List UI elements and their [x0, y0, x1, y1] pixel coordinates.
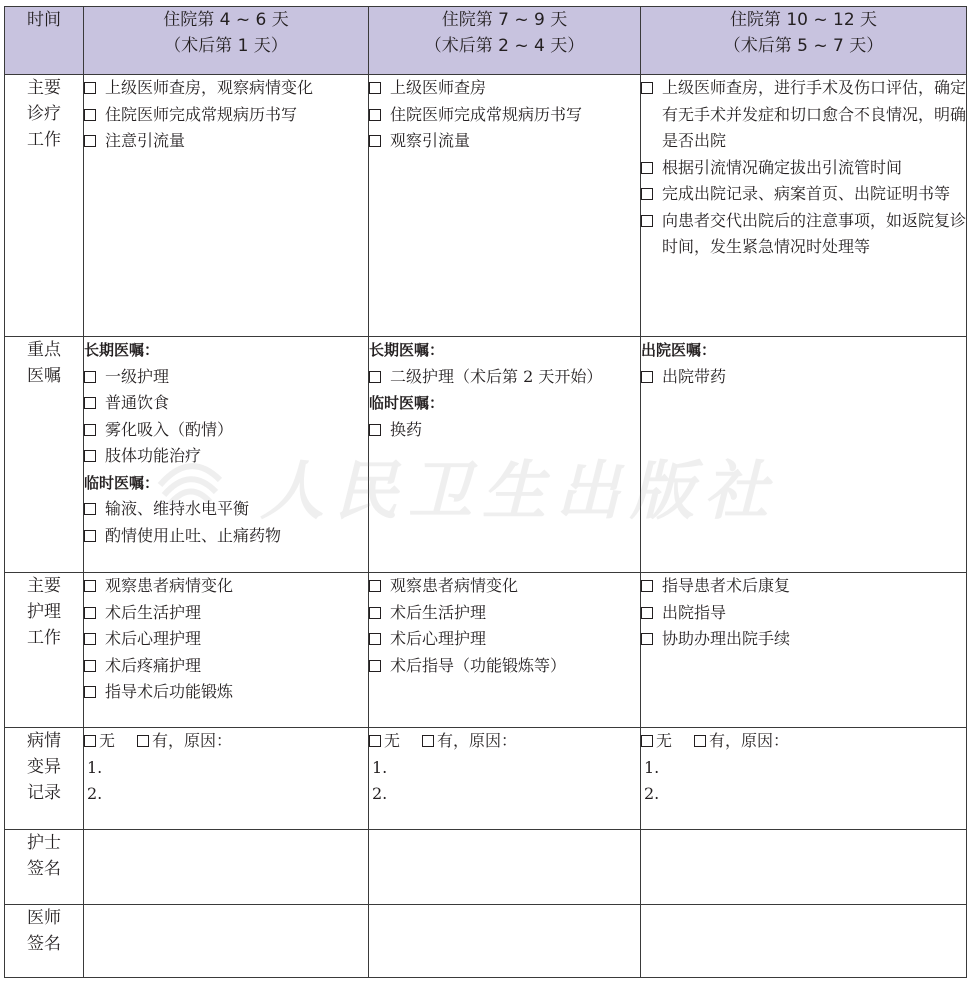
checkbox-icon[interactable] — [84, 450, 96, 462]
checkbox-icon[interactable] — [137, 735, 149, 747]
checkbox-icon[interactable] — [84, 660, 96, 672]
reason-line-1[interactable]: 1. — [372, 757, 388, 777]
checkbox-icon[interactable] — [369, 633, 381, 645]
checkbox-icon[interactable] — [641, 188, 653, 200]
publisher-watermark: 人民卫生出版社 — [260, 454, 778, 529]
clinical-pathway-table — [4, 6, 967, 978]
checklist-item[interactable]: 一级护理 — [84, 364, 368, 391]
reason-line-1[interactable]: 1. — [87, 757, 103, 777]
column-subtitle: （术后第 1 天） — [164, 36, 288, 56]
checklist-item[interactable]: 观察患者病情变化 — [369, 573, 640, 600]
row-label-key-orders: 重点医嘱 — [5, 337, 84, 573]
checkbox-icon[interactable] — [84, 530, 96, 542]
variation-col3 — [641, 728, 967, 830]
key-orders-col3 — [641, 337, 967, 573]
column-subtitle: （术后第 5 ~ 7 天） — [723, 36, 884, 56]
variation-col1 — [84, 728, 369, 830]
row-label-variation: 病情变异记录 — [5, 728, 84, 830]
checklist-item[interactable]: 术后生活护理 — [84, 600, 368, 627]
discharge-orders-label: 出院医嘱： — [641, 341, 717, 359]
checkbox-icon[interactable] — [369, 371, 381, 383]
checklist-item[interactable]: 完成出院记录、病案首页、出院证明书等 — [641, 181, 966, 208]
nursing-col1 — [84, 573, 369, 728]
option-has-reason[interactable]: 有，原因： — [422, 728, 517, 755]
checklist-item[interactable]: 雾化吸入（酌情） — [84, 417, 368, 444]
checkbox-icon[interactable] — [84, 735, 96, 747]
checklist-item[interactable]: 观察引流量 — [369, 128, 640, 155]
main-diagnosis-col1 — [84, 75, 369, 337]
option-none[interactable]: 无 — [84, 728, 115, 755]
checklist-item[interactable]: 换药 — [369, 417, 640, 444]
checkbox-icon[interactable] — [641, 162, 653, 174]
checklist-item[interactable]: 普通饮食 — [84, 390, 368, 417]
checkbox-icon[interactable] — [84, 633, 96, 645]
option-has-reason[interactable]: 有，原因： — [137, 728, 232, 755]
checkbox-icon[interactable] — [641, 633, 653, 645]
checkbox-icon[interactable] — [369, 660, 381, 672]
temporary-orders-label: 临时医嘱： — [84, 473, 160, 492]
reason-line-2[interactable]: 2. — [644, 784, 660, 803]
checklist-item[interactable]: 术后指导（功能锻炼等） — [369, 653, 640, 680]
checkbox-icon[interactable] — [369, 735, 381, 747]
checkbox-icon[interactable] — [84, 580, 96, 592]
checklist-item[interactable]: 酌情使用止吐、止痛药物 — [84, 523, 368, 550]
checkbox-icon[interactable] — [641, 580, 653, 592]
doctor-sign-col3[interactable] — [641, 905, 967, 978]
reason-line-1[interactable]: 1. — [644, 757, 660, 777]
checkbox-icon[interactable] — [422, 735, 434, 747]
checkbox-icon[interactable] — [84, 82, 96, 94]
checkbox-icon[interactable] — [84, 109, 96, 121]
checkbox-icon[interactable] — [641, 215, 653, 227]
checkbox-icon[interactable] — [84, 503, 96, 515]
checklist-item[interactable]: 术后疼痛护理 — [84, 653, 368, 680]
checklist-item[interactable]: 注意引流量 — [84, 128, 368, 155]
time-header: 时间 — [5, 7, 84, 75]
checklist-item[interactable]: 上级医师查房，观察病情变化 — [84, 75, 368, 102]
checklist-item[interactable]: 观察患者病情变化 — [84, 573, 368, 600]
key-orders-col1 — [84, 337, 369, 573]
checklist-item[interactable]: 二级护理（术后第 2 天开始） — [369, 364, 640, 391]
checklist-item[interactable]: 指导术后功能锻炼 — [84, 679, 368, 706]
column-subtitle: （术后第 2 ~ 4 天） — [424, 36, 585, 56]
option-none[interactable]: 无 — [641, 728, 672, 755]
checkbox-icon[interactable] — [84, 607, 96, 619]
checklist-item[interactable]: 住院医师完成常规病历书写 — [369, 102, 640, 129]
column-title: 住院第 7 ~ 9 天 — [441, 10, 568, 30]
nurse-sign-col3[interactable] — [641, 830, 967, 905]
reason-line-2[interactable]: 2. — [87, 784, 103, 803]
checkbox-icon[interactable] — [369, 424, 381, 436]
checkbox-icon[interactable] — [369, 135, 381, 147]
checkbox-icon[interactable] — [369, 82, 381, 94]
checkbox-icon[interactable] — [641, 607, 653, 619]
column-title: 住院第 4 ~ 6 天 — [163, 10, 289, 30]
checklist-item[interactable]: 向患者交代出院后的注意事项，如返院复诊时间，发生紧急情况时处理等 — [641, 208, 966, 261]
nurse-sign-col1[interactable] — [84, 830, 369, 905]
variation-options — [641, 728, 966, 755]
key-orders-col2 — [369, 337, 641, 573]
nurse-sign-col2[interactable] — [369, 830, 641, 905]
checklist-item[interactable]: 术后生活护理 — [369, 600, 640, 627]
checkbox-icon[interactable] — [694, 735, 706, 747]
checklist-item[interactable]: 根据引流情况确定拔出引流管时间 — [641, 155, 966, 182]
temporary-orders-label: 临时医嘱： — [369, 394, 445, 412]
checkbox-icon[interactable] — [84, 397, 96, 409]
row-label-nurse-sign: 护士签名 — [5, 830, 84, 905]
doctor-sign-col1[interactable] — [84, 905, 369, 978]
option-none[interactable]: 无 — [369, 728, 400, 755]
checklist-item[interactable]: 上级医师查房，进行手术及伤口评估，确定有无手术并发症和切口愈合不良情况，明确是否出院 — [641, 75, 966, 155]
nursing-col3 — [641, 573, 967, 728]
checklist-item[interactable]: 输液、维持水电平衡 — [84, 496, 368, 523]
checkbox-icon[interactable] — [84, 424, 96, 436]
checklist-item[interactable]: 肢体功能治疗 — [84, 443, 368, 470]
long-term-orders-label: 长期医嘱： — [84, 341, 160, 359]
checkbox-icon[interactable] — [369, 607, 381, 619]
row-label-nursing: 主要护理工作 — [5, 573, 84, 728]
column-title: 住院第 10 ~ 12 天 — [729, 10, 878, 30]
checkbox-icon[interactable] — [641, 371, 653, 383]
column-header-day7-9 — [369, 7, 641, 75]
checklist-item[interactable]: 术后心理护理 — [369, 626, 640, 653]
checklist-item[interactable]: 指导患者术后康复 — [641, 573, 966, 600]
checkbox-icon[interactable] — [369, 109, 381, 121]
main-diagnosis-col2 — [369, 75, 641, 337]
doctor-sign-col2[interactable] — [369, 905, 641, 978]
main-diagnosis-col3 — [641, 75, 967, 337]
checkbox-icon[interactable] — [84, 686, 96, 698]
checklist-item[interactable]: 出院指导 — [641, 600, 966, 627]
checklist-item[interactable]: 上级医师查房 — [369, 75, 640, 102]
checklist-item[interactable]: 术后心理护理 — [84, 626, 368, 653]
long-term-orders-label: 长期医嘱： — [369, 341, 445, 359]
reason-line-2[interactable]: 2. — [372, 784, 388, 803]
checkbox-icon[interactable] — [641, 82, 653, 94]
variation-options — [84, 728, 368, 755]
row-label-main-diagnosis: 主要诊疗工作 — [5, 75, 84, 337]
checklist-item[interactable]: 住院医师完成常规病历书写 — [84, 102, 368, 129]
column-header-day4-6 — [84, 7, 369, 75]
checkbox-icon[interactable] — [84, 371, 96, 383]
checkbox-icon[interactable] — [369, 580, 381, 592]
variation-options — [369, 728, 640, 755]
column-header-day10-12 — [641, 7, 967, 75]
row-label-doctor-sign: 医师签名 — [5, 905, 84, 978]
variation-col2 — [369, 728, 641, 830]
checkbox-icon[interactable] — [641, 735, 653, 747]
checklist-item[interactable]: 协助办理出院手续 — [641, 626, 966, 653]
option-has-reason[interactable]: 有，原因： — [694, 728, 789, 755]
checkbox-icon[interactable] — [84, 135, 96, 147]
nursing-col2 — [369, 573, 641, 728]
checklist-item[interactable]: 出院带药 — [641, 364, 966, 391]
